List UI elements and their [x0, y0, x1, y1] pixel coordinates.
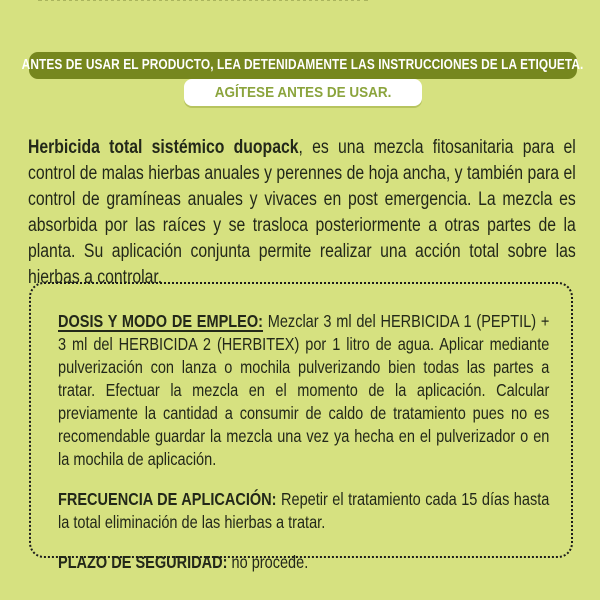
frequency-heading: FRECUENCIA DE APLICACIÓN: [58, 489, 277, 509]
usage-box-content [58, 310, 549, 574]
warning-banner [22, 52, 584, 79]
top-edge-dotted-remnant [38, 0, 368, 5]
frequency-paragraph [58, 488, 549, 534]
safety-paragraph [58, 551, 549, 574]
intro-paragraph [28, 135, 576, 291]
intro-lead: Herbicida total sistémico duopack [28, 137, 299, 158]
dosage-paragraph [58, 310, 549, 471]
warning-banner-text: ANTES DE USAR EL PRODUCTO, LEA DETENIDAMENTE LAS INSTRUCCIONES DE LA ETIQUETA. [22, 57, 584, 73]
intro-rest: , es una mezcla fitosanitaria para el control de malas hierbas anuales y perennes de hoja ancha, y también para el control de gramíneas anuales y vivaces en post emergencia. La mezcla es absorbida por las raíces y se trasloca posteriormente a otras partes de la planta. Su aplicación conjunta permite realizar una acción total sobre las hierbas a controlar. [28, 137, 576, 288]
safety-heading: PLAZO DE SEGURIDAD: [58, 552, 228, 572]
safety-text: no procede. [227, 552, 309, 572]
frequency-text: Repetir el tratamiento cada 15 días hasta la total eliminación de las hierbas a tratar. [58, 489, 550, 532]
usage-box [29, 282, 573, 572]
shake-pill-text: AGÍTESE ANTES DE USAR. [214, 84, 392, 101]
dosage-heading: DOSIS Y MODO DE EMPLEO: [58, 311, 263, 331]
dosage-text: Mezclar 3 ml del HERBICIDA 1 (PEPTIL) + 3 ml del HERBICIDA 2 (HERBITEX) por 1 litro de agua. Aplicar mediante pulverización con lanza o mochila pulverizando bien todas las partes a tratar. Efectuar la mezcla en el momento de la aplicación. Calcular previamente la cantidad a consumir de caldo de tratamiento pues no es recomendable guardar la mezcla una vez ya hecha en el pulverizador o en la mochila de aplicación. [58, 311, 550, 469]
shake-pill [184, 79, 422, 106]
